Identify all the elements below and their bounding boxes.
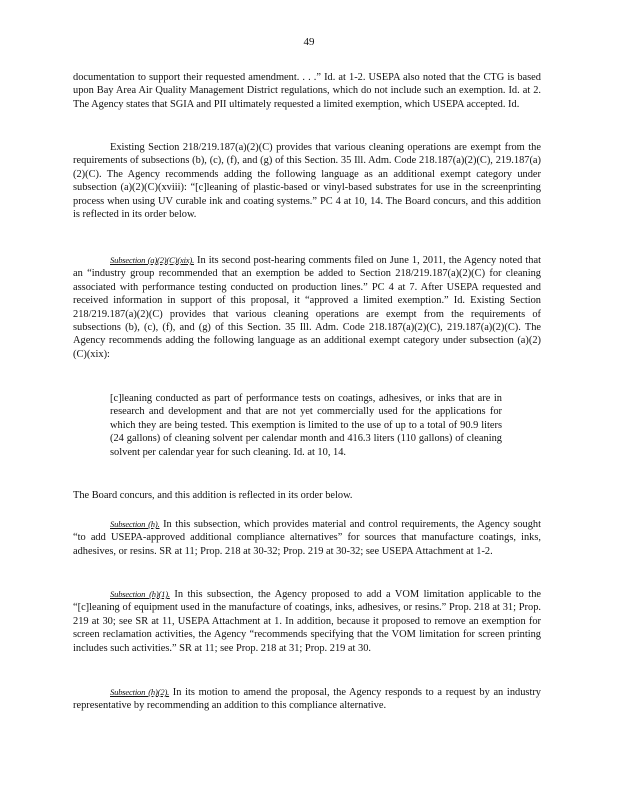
paragraph-subsection-xix bbox=[73, 254, 541, 361]
paragraph-board-concurs: The Board concurs, and this addition is reflected in its order below. bbox=[73, 490, 353, 501]
subsection-h-heading: Subsection (h). bbox=[110, 519, 160, 529]
subsection-h1-body: In this subsection, the Agency proposed to add a VOM limitation applicable to the “[c]leaning of equipment used in the manufacture of coatings, inks, adhesives, or resins.” Prop. 218 at 31; Prop. 219 at 30; see SR at 11, USEPA Attachment at 1. In addition, because it proposed to remove an exemption for screen reclamation activities, the Agency “recommends specifying that the VOM limitation for screen printing includes such activities.” SR at 11; see Prop. 218 at 31; Prop. 219 at 30. bbox=[73, 589, 541, 654]
subsection-xix-heading: Subsection (a)(2)(C)(xix). bbox=[110, 255, 195, 265]
paragraph-subsection-h2 bbox=[73, 686, 541, 713]
paragraph-existing-section: Existing Section 218/219.187(a)(2)(C) provides that various cleaning operations are exempt from the requirements of subsections (b), (c), (f), and (g) of this Section. 35 Ill. Adm. Code 218.187(a)(2)(C), 219.187(a)(2)(C). The Agency recommends adding the following language as an additional exempt category under subsection (a)(2)(C)(xviii): “[c]leaning of plastic-based or vinyl-based substrates for use in the screenprinting process when using UV curable ink and coating systems.” PC 4 at 10, 14. The Board concurs, and this addition is reflected in its order below. bbox=[73, 142, 541, 221]
paragraph-subsection-h bbox=[73, 518, 541, 558]
subsection-h2-body: In its motion to amend the proposal, the Agency responds to a request by an industry representative by recommending an addition to this compliance alternative. bbox=[73, 687, 541, 712]
subsection-h-body: In this subsection, which provides material and control requirements, the Agency sought “to add USEPA-approved additional compliance alternatives” for sources that manufacture coatings, inks, adhesives, or resins. SR at 11; Prop. 218 at 30-32; Prop. 219 at 30-32; see USEPA Attachment at 1-2. bbox=[73, 519, 541, 557]
paragraph-usepa-exemption: documentation to support their requested amendment. . . .” Id. at 1-2. USEPA also noted that the CTG is based upon Bay Area Air Quality Management District regulations, which do not include such an exemption. Id. at 2. The Agency states that SGIA and PII ultimately requested a limited exemption, which USEPA accepted. Id. bbox=[73, 72, 541, 110]
paragraph-subsection-h1 bbox=[73, 588, 541, 655]
block-quote-performance-tests: [c]leaning conducted as part of performance tests on coatings, adhesives, or inks that are in research and development and that are not yet commercially used for the applications for which they are being tested. This exemption is limited to the use of up to a total of 90.9 liters (24 gallons) of cleaning solvent per calendar month and 416.3 liters (110 gallons) of cleaning solvent per calendar year for such cleaning. Id. at 10, 14. bbox=[110, 393, 502, 458]
page-number: 49 bbox=[303, 36, 315, 48]
subsection-xix-body: In its second post-hearing comments filed on June 1, 2011, the Agency noted that an “industry group recommended that an exemption be added to Section 218/219.187(a)(2)(C) for cleaning associated with performance testing conducted on production lines.” PC 4 at 7. After USEPA requested and received information in support of this proposal, it “approved a limited exemption.” Id. Existing Section 218/219.187(a)(2)(C) provides that various cleaning operations are exempt from the requirements of subsections (b), (c), (f), and (g) of this Section. 35 Ill. Adm. Code 218.187(a)(2)(C), 219.187(a)(2)(C). The Agency recommends adding the following language as an additional exempt category under subsection (a)(2)(C)(xix): bbox=[73, 255, 541, 360]
subsection-h1-heading: Subsection (h)(1). bbox=[110, 589, 170, 599]
subsection-h2-heading: Subsection (h)(2). bbox=[110, 687, 170, 697]
